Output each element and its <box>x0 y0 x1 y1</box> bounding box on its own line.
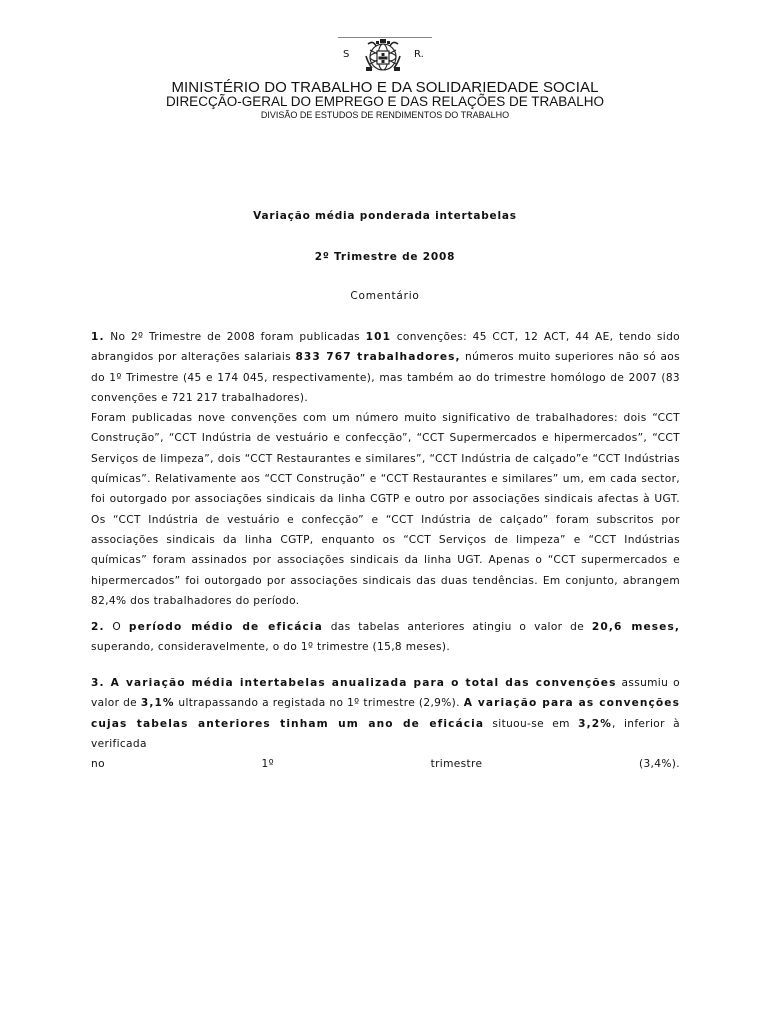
paragraph-2 <box>91 617 680 658</box>
paragraph-number: 3. <box>91 677 105 689</box>
text-run: , inferior à verificada <box>91 717 680 750</box>
text-run: no <box>91 758 105 771</box>
bold-run: A variação para as convenções cujas tabelas anteriores tinham um ano de eficácia <box>91 697 680 730</box>
text-run: O <box>104 621 129 633</box>
bold-run: 101 <box>365 331 392 343</box>
text-run: trimestre <box>430 758 483 771</box>
bold-run: A variação média intertabelas anualizada para o total das convenções <box>104 677 617 689</box>
bold-run: 833 767 trabalhadores, <box>295 351 461 364</box>
text-run: das tabelas anteriores atingiu o valor de <box>322 621 592 633</box>
section-heading: Comentário <box>350 290 420 302</box>
document-period: 2º Trimestre de 2008 <box>314 251 456 263</box>
crest-letter-left: S <box>343 49 350 60</box>
text-run: ultrapassando a registada no 1º trimestre (2,9%). <box>174 697 464 710</box>
paragraph-1 <box>91 327 680 611</box>
crest-letter-right: R. <box>414 49 424 60</box>
text-run: números muito superiores não só aos do 1º Trimestre (45 e 174 045, respectivamente), mas também ao do trimestre homólogo de 2007 (83 convenções e 721 217 trabalhadores). <box>91 351 680 404</box>
document-title: Variação média ponderada intertabelas <box>253 210 517 222</box>
directorate-name: DIRECÇÃO-GERAL DO EMPREGO E DAS RELAÇÕES DE TRABALHO <box>165 94 605 109</box>
text-run: (3,4%). <box>638 758 680 771</box>
paragraph-3-last-line <box>91 754 680 774</box>
bold-run: 3,2% <box>578 717 612 730</box>
letterhead-crest <box>0 36 770 78</box>
paragraph-1-intro <box>91 327 680 408</box>
text-run: convenções: 45 CCT, 12 ACT, 44 AE, tendo sido abrangidos por alterações salariais <box>91 331 681 364</box>
bold-run: 20,6 meses, <box>591 621 680 633</box>
paragraph-number: 1. <box>91 331 105 343</box>
paragraph-number: 2. <box>91 621 105 633</box>
division-name: DIVISÃO DE ESTUDOS DE RENDIMENTOS DO TRABALHO <box>260 110 510 120</box>
paragraph-3 <box>91 673 680 774</box>
republic-crest-icon <box>364 38 402 74</box>
ministry-name: MINISTÉRIO DO TRABALHO E DA SOLIDARIEDADE SOCIAL <box>171 79 599 96</box>
paragraph-1-detail: Foram publicadas nove convenções com um número muito significativo de trabalhadores: dois “CCT Construção”, “CCT Indústria de vestuário e confecção”, “CCT Supermercados e hipermercados”, “CCT Serviços de limpeza”, dois “CCT Restaurantes e similares”, “CCT Indústria de calçado”e “CCT Indústrias químicas”. Relativamente aos “CCT Construção” e “CCT Restaurantes e similares” um, em cada sector, foi outorgado por associações sindicais da linha CGTP e outro por associações sindicais afectas à UGT. Os “CCT Indústria de vestuário e confecção” e “CCT Indústria de calçado” foram subscritos por associações sindicais da linha CGTP, enquanto os “CCT Serviços de limpeza” e “CCT Indústrias químicas” foram assinados por associações sindicais da linha UGT. Apenas o “CCT supermercados e hipermercados” foi outorgado por associações sindicais das duas tendências. Em conjunto, abrangem 82,4% dos trabalhadores do período. <box>91 412 680 607</box>
bold-run: 3,1% <box>140 697 175 710</box>
text-run: No 2º Trimestre de 2008 foram publicadas <box>104 331 366 343</box>
text-run: assumiu o valor de <box>91 677 680 710</box>
text-run: 1º <box>261 758 274 771</box>
text-run: situou-se em <box>484 717 579 730</box>
bold-run: período médio de eficácia <box>128 621 323 633</box>
text-run: superando, consideravelmente, o do 1º trimestre (15,8 meses). <box>91 641 451 654</box>
